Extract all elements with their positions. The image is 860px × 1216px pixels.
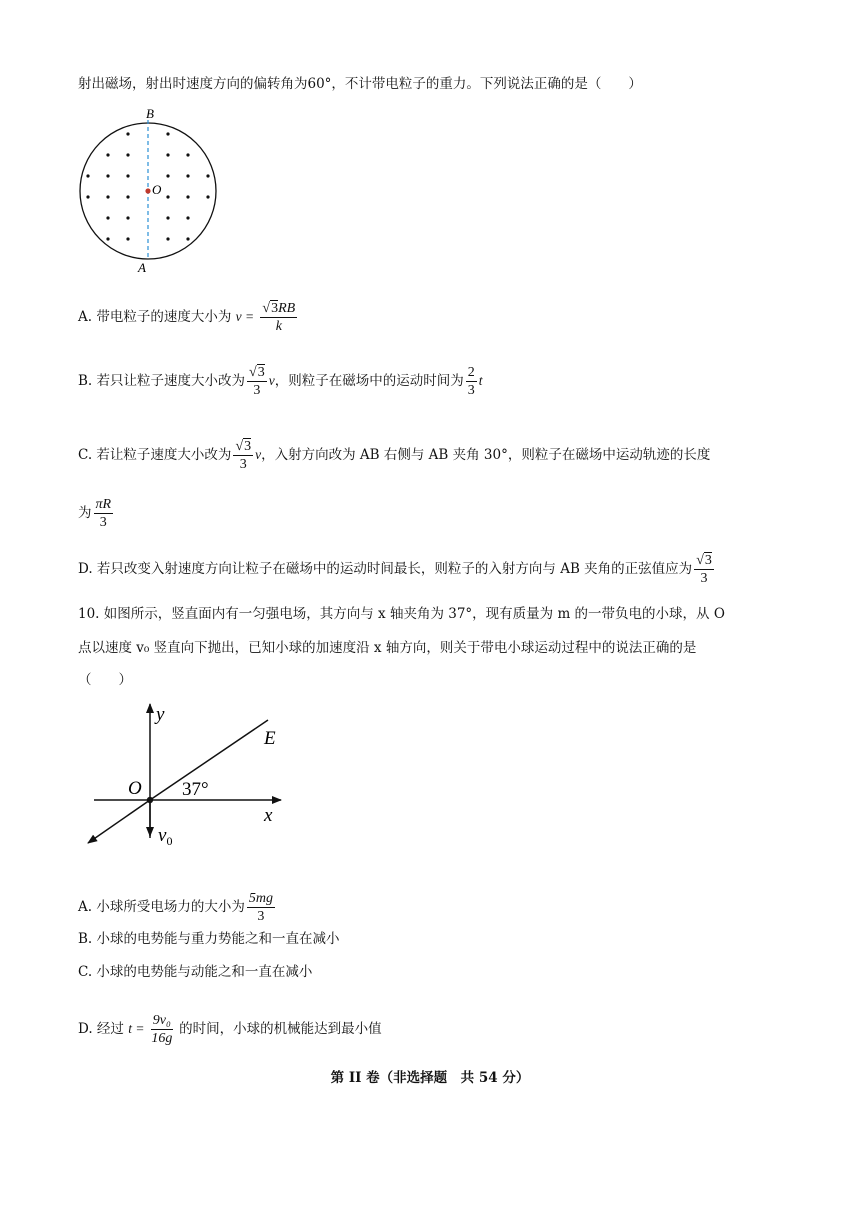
q9-option-c: C. 若让粒子速度大小改为 $\frac{√3}{3}$ v，入射方向改为 AB 右侧与 AB 夹角 30°，则粒子在磁场中运动轨迹的长度	[78, 439, 711, 472]
field-dot	[126, 216, 129, 219]
q10-stem-line3: （ ）	[78, 672, 132, 688]
field-dot	[106, 195, 109, 198]
field-dot	[206, 195, 209, 198]
q10-option-b: B. 小球的电势能与重力势能之和一直在减小	[78, 931, 340, 947]
electric-field-figure	[78, 698, 298, 848]
label-b: B	[146, 106, 154, 121]
field-dot	[166, 132, 169, 135]
label-o-origin: O	[128, 778, 142, 799]
section-heading: 第 II 卷（非选择题 共 54 分）	[330, 1070, 530, 1086]
q9-option-c-cont: 为 $\frac{\pi R}{3}$	[78, 497, 112, 530]
field-dot	[126, 153, 129, 156]
field-dot	[186, 174, 189, 177]
field-dot	[166, 216, 169, 219]
field-dot	[186, 153, 189, 156]
q10-stem-line1: 10. 如图所示，竖直面内有一匀强电场，其方向与 x 轴夹角为 37°，现有质量为 m 的一带负电的小球，从 O	[78, 606, 725, 622]
field-dot	[166, 237, 169, 240]
field-dot	[106, 174, 109, 177]
field-dot	[126, 174, 129, 177]
q9-option-a: A. 带电粒子的速度大小为 v = $\frac{√3RB}{k}$	[78, 301, 296, 334]
field-dot	[186, 195, 189, 198]
field-dot	[106, 216, 109, 219]
field-dot	[126, 195, 129, 198]
q9-stem: 射出磁场，射出时速度方向的偏转角为60°，不计带电粒子的重力。下列说法正确的是（ ）	[78, 76, 642, 92]
q9-option-b: B. 若只让粒子速度大小改为 $\frac{√3}{3}$ v，则粒子在磁场中的运动时间为 $\frac{2}{3}$ t	[78, 365, 483, 398]
field-dot	[126, 237, 129, 240]
field-dot	[126, 132, 129, 135]
field-dot	[206, 174, 209, 177]
field-dot	[166, 195, 169, 198]
label-a: A	[138, 260, 146, 275]
field-dot	[106, 153, 109, 156]
label-v0: $v_0$	[158, 825, 173, 848]
field-dot	[86, 195, 89, 198]
label-o: O	[152, 182, 162, 197]
label-angle: 37°	[182, 779, 209, 800]
field-dot	[86, 174, 89, 177]
magnetic-field-figure	[72, 102, 232, 277]
q10-option-c: C. 小球的电势能与动能之和一直在减小	[78, 964, 313, 980]
q10-stem-line2: 点以速度 v₀ 竖直向下抛出，已知小球的加速度沿 x 轴方向，则关于带电小球运动过程中的说法正确的是	[78, 640, 697, 656]
label-x: x	[264, 805, 273, 826]
q9-option-d: D. 若只改变入射速度方向让粒子在磁场中的运动时间最长，则粒子的入射方向与 AB 夹角的正弦值应为 $\frac{√3}{3}$	[78, 553, 712, 586]
field-dot	[186, 237, 189, 240]
field-dot	[166, 174, 169, 177]
q10-option-d: D. 经过 t = $\frac{\text{9v₀}}{16g}$ 的时间，小球的机械能达到最小值	[78, 1013, 382, 1046]
field-dot	[166, 153, 169, 156]
label-e: E	[264, 728, 276, 749]
field-dot	[186, 216, 189, 219]
field-dot	[106, 237, 109, 240]
q10-option-a: A. 小球所受电场力的大小为 $\frac{5mg}{3}$	[78, 891, 273, 924]
label-y: y	[156, 704, 165, 725]
